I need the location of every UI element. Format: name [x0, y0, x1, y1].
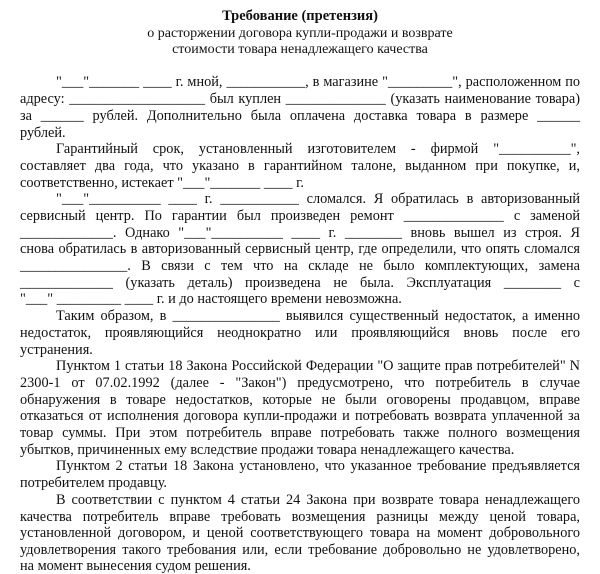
text-line: сервисный центр. По гарантии был произведен ремонт ______________ с заменой — [20, 208, 580, 224]
text-line: "___" _________ ____ г. и до настоящего времени невозможна. — [20, 291, 402, 307]
text-line: _____________. Однако "___"__________ ____ г. ________ вновь вышел из строя. Я — [20, 225, 580, 241]
document-title: Требование (претензия) — [222, 8, 378, 24]
text-line: товар суммы. При этом потребитель вправе потребовать также полного возмещения — [20, 425, 580, 441]
text-line: за ______ рублей. Дополнительно была оплачена доставка товара в размере ______ — [20, 108, 580, 124]
text-line: убытков, причиненных ему вследствие продажи товара ненадлежащего качества. — [20, 442, 515, 458]
text-line: соответственно, истекает "___"_______ ____ г. — [20, 175, 304, 191]
text-line: В соответствии с пунктом 4 статьи 24 Закона при возврате товара ненадлежащего — [56, 492, 580, 508]
text-line: установленной договором, и ценой соответствующего товара на момент добровольного — [20, 525, 580, 541]
text-line: составляет два года, что указано в гарантийном талоне, выданном при покупке, и, — [20, 158, 580, 174]
text-line: адресу: ___________________ был куплен ______________ (указать наименование товара) — [20, 91, 580, 107]
text-line: Гарантийный срок, установленный изготовителем - фирмой "__________", — [56, 141, 580, 157]
text-line: 2300-1 от 07.02.1992 (далее - "Закон") предусмотрено, что потребитель в случае — [20, 375, 580, 391]
text-line: "___"__________ ____ г. ___________ сломался. Я обратилась в авторизованный — [56, 191, 580, 207]
text-line: на момент вынесения судом решения. — [20, 558, 251, 574]
subtitle-line: стоимости товара ненадлежащего качества — [172, 42, 428, 57]
text-line: обнаружения в товаре недостатков, которые не были оговорены продавцом, вправе — [20, 392, 580, 408]
text-line: _____________ (указать деталь) произведена не была. Эксплуатация ________ с — [20, 275, 580, 291]
text-line: Пунктом 2 статьи 18 Закона установлено, что указанное требование предъявляется — [56, 458, 580, 474]
text-line: потребителем продавцу. — [20, 475, 167, 491]
text-line: качества потребитель вправе требовать возмещения разницы между ценой товара, — [20, 509, 580, 525]
text-line: устранения. — [20, 342, 93, 358]
text-line: отказаться от исполнения договора купли-продажи и потребовать возврата уплаченной за — [20, 408, 580, 424]
subtitle-line: о расторжении договора купли-продажи и возврате — [147, 26, 453, 41]
text-line: Пунктом 1 статьи 18 Закона Российской Федерации "О защите прав потребителей" N — [56, 358, 580, 374]
text-line: недостаток, проявляющийся неоднократно или проявляющийся вновь после его — [20, 325, 580, 341]
text-line: Таким образом, в _______________ выявился существенный недостаток, а именно — [56, 308, 580, 324]
text-line: рублей. — [20, 125, 66, 141]
text-line: удовлетворения такого требования или, если требование добровольно не удовлетворено, — [20, 542, 580, 558]
text-line: _______________. В связи с тем что на складе не было комплектующих, замена — [20, 258, 580, 274]
text-line: "___"_______ ____ г. мной, ___________, в магазине "_________", расположенном по — [56, 74, 580, 90]
text-line: снова обратилась в авторизованный сервисный центр, где определили, что опять сломался — [20, 241, 580, 257]
